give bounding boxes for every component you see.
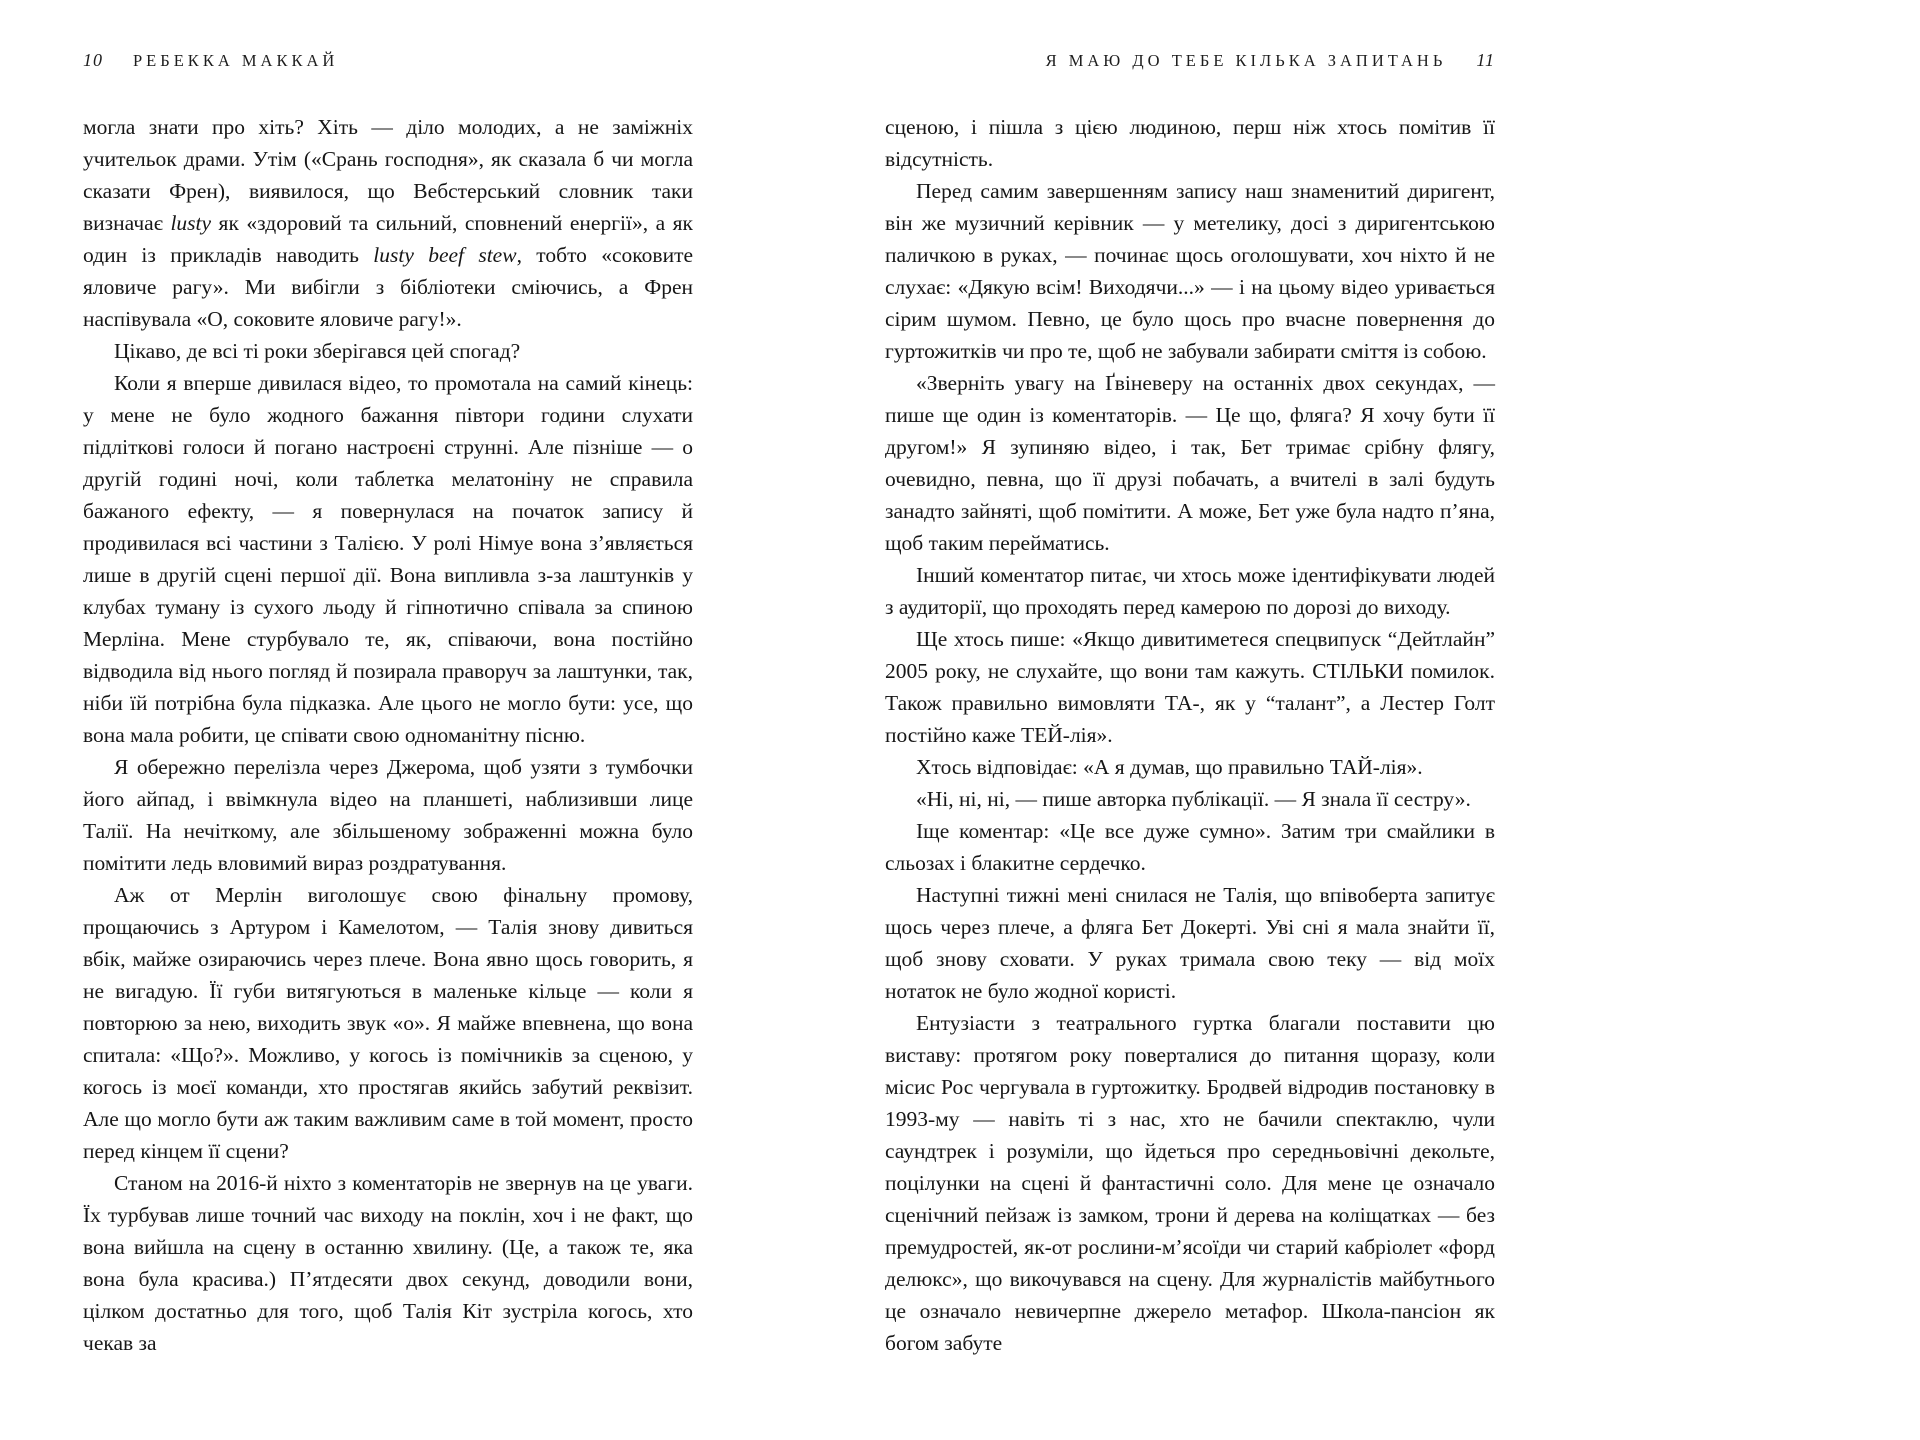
text-block-left bbox=[83, 111, 693, 1359]
text-run: Ще хтось пише: «Якщо дивитиметеся спецвипуск “Дейтлайн” 2005 року, не слухайте, що вони там кажуть. СТІЛЬКИ помилок. Також правильно вимовляти ТА-, як у “талант”, а Лестер Голт постійно каже ТЕЙ-лія». bbox=[885, 627, 1495, 747]
text-run: «Ні, ні, ні, — пише авторка публікації. — Я знала її сестру». bbox=[916, 787, 1471, 811]
text-run: Перед самим завершенням запису наш знаменитий диригент, він же музичний керівник — у метелику, досі з диригентською паличкою в руках, — починає щось оголошувати, хоч ніхто й не слухає: «Дякую всім! Виходячи...» — і на цьому відео уривається сірим шумом. Певно, це було щось про вчасне повернення до гуртожитків чи про те, щоб не забували забирати сміття із собою. bbox=[885, 179, 1495, 363]
paragraph bbox=[885, 879, 1495, 1007]
text-run: Хтось відповідає: «А я думав, що правильно ТАЙ-лія». bbox=[916, 755, 1423, 779]
paragraph bbox=[885, 111, 1495, 175]
text-run: як «здоровий та сильний, сповнений енергії», а як один із прикладів наводить bbox=[83, 211, 694, 267]
text-run: , тобто «соковите яловиче рагу». Ми вибігли з бібліотеки сміючись, а Френ наспівувала «О, соковите яловиче рагу!». bbox=[83, 243, 694, 331]
paragraph bbox=[83, 879, 693, 1167]
text-run: сценою, і пішла з цією людиною, перш ніж хтось помітив її відсутність. bbox=[885, 115, 1495, 171]
paragraph bbox=[83, 1167, 693, 1359]
paragraph bbox=[885, 367, 1495, 559]
italic-text-run: lusty beef stew bbox=[373, 243, 517, 267]
paragraph bbox=[83, 111, 693, 335]
running-header-right: Я МАЮ ДО ТЕБЕ КІЛЬКА ЗАПИТАНЬ bbox=[1045, 51, 1447, 70]
page-number-left: 10 bbox=[83, 50, 103, 70]
text-run: «Зверніть увагу на Ґвіневеру на останніх двох секундах, — пише ще один із коментаторів. — Це що, фляга? Я хочу бути її другом!» Я зупиняю відео, і так, Бет тримає срібну флягу, очевидно, певна, що її друзі побачать, а вчителі в залі будуть занадто зайняті, щоб помітити. А може, Бет уже була надто п’яна, щоб таким перейматись. bbox=[885, 371, 1495, 555]
text-run: Я обережно перелізла через Джерома, щоб узяти з тумбочки його айпад, і ввімкнула відео на планшеті, наблизивши лице Талії. На нечіткому, але збільшеному зображенні можна було помітити ледь вловимий вираз роздратування. bbox=[83, 755, 693, 875]
paragraph bbox=[885, 783, 1495, 815]
paragraph bbox=[885, 559, 1495, 623]
paragraph bbox=[83, 751, 693, 879]
page-right bbox=[885, 50, 1495, 1359]
paragraph bbox=[885, 751, 1495, 783]
text-run: могла знати про хіть? Хіть — діло молодих, а не заміжніх учительок драми. Утім («Срань господня», як сказала б чи могла сказати Френ), виявилося, що Вебстерський словник таки визначає bbox=[83, 115, 693, 235]
text-run: Аж от Мерлін виголошує свою фінальну промову, прощаючись з Артуром і Камелотом, — Талія знову дивиться вбік, майже озираючись через плече. Вона явно щось говорить, я не вигадую. Її губи витягуються в маленьке кільце — коли я повторюю за нею, виходить звук «о». Я майже впевнена, що вона спитала: «Що?». Можливо, у когось із помічників за сценою, у когось із моєї команди, хто простягав якийсь забутий реквізит. Але що могло бути аж таким важливим саме в той момент, просто перед кінцем її сцени? bbox=[83, 883, 693, 1163]
paragraph bbox=[885, 623, 1495, 751]
text-run: Цікаво, де всі ті роки зберігався цей спогад? bbox=[114, 339, 521, 363]
paragraph bbox=[885, 815, 1495, 879]
paragraph bbox=[885, 175, 1495, 367]
text-run: Іще коментар: «Це все дуже сумно». Затим три смайлики в сльозах і блакитне сердечко. bbox=[885, 819, 1495, 875]
text-run: Інший коментатор питає, чи хтось може ідентифікувати людей з аудиторії, що проходять перед камерою по дорозі до виходу. bbox=[885, 563, 1495, 619]
page-left bbox=[83, 50, 693, 1359]
text-block-right bbox=[885, 111, 1495, 1359]
text-run: Коли я вперше дивилася відео, то промотала на самий кінець: у мене не було жодного бажання півтори години слухати підліткові голоси й погано настроєні струнні. Але пізніше — о другій годині ночі, коли таблетка мелатоніну не справила бажаного ефекту, — я повернулася на початок запису й продивилася всі частини з Талією. У ролі Німуе вона з’являється лише в другій сцені першої дії. Вона випливла з-за лаштунків у клубах туману із сухого льоду й гіпнотично співала за спиною Мерліна. Мене стурбувало те, як, співаючи, вона постійно відводила від нього погляд й позирала праворуч за лаштунки, так, ніби їй потрібна була підказка. Але цього не могло бути: усе, що вона мала робити, це співати свою одноманітну пісню. bbox=[83, 371, 693, 747]
text-run: Ентузіасти з театрального гуртка благали поставити цю виставу: протягом року поверталися до питання щоразу, коли місис Рос чергувала в гуртожитку. Бродвей відродив постановку в 1993-му — навіть ті з нас, хто не бачили спектаклю, чули саундтрек і розуміли, що йдеться про середньовічні декольте, поцілунки на сцені й фантастичні соло. Для мене це означало сценічний пейзаж із замком, трони й дерева на коліщатках — без премудростей, як-от рослини-м’ясоїди чи старий кабріолет «форд делюкс», що викочувався на сцену. Для журналістів майбутнього це означало невичерпне джерело метафор. Школа-пансіон як богом забуте bbox=[885, 1011, 1495, 1355]
italic-text-run: lusty bbox=[170, 211, 212, 235]
page-header-left bbox=[83, 50, 693, 71]
page-header-right bbox=[885, 50, 1495, 71]
page-number-right: 11 bbox=[1476, 50, 1495, 70]
paragraph bbox=[83, 335, 693, 367]
text-run: Наступні тижні мені снилася не Талія, що впівоберта запитує щось через плече, а фляга Бет Докерті. Уві сні я мала знайти її, щоб знову сховати. У руках тримала свою теку — від моїх нотаток не було жодної користі. bbox=[885, 883, 1495, 1003]
paragraph bbox=[885, 1007, 1495, 1359]
running-header-left: РЕБЕККА МАККАЙ bbox=[133, 51, 339, 70]
paragraph bbox=[83, 367, 693, 751]
text-run: Станом на 2016-й ніхто з коментаторів не звернув на це уваги. Їх турбував лише точний час виходу на поклін, хоч і не факт, що вона вийшла на сцену в останню хвилину. (Це, а також те, яка вона була красива.) П’ятдесяти двох секунд, доводили вони, цілком достатньо для того, щоб Талія Кіт зустріла когось, хто чекав за bbox=[83, 1171, 693, 1355]
